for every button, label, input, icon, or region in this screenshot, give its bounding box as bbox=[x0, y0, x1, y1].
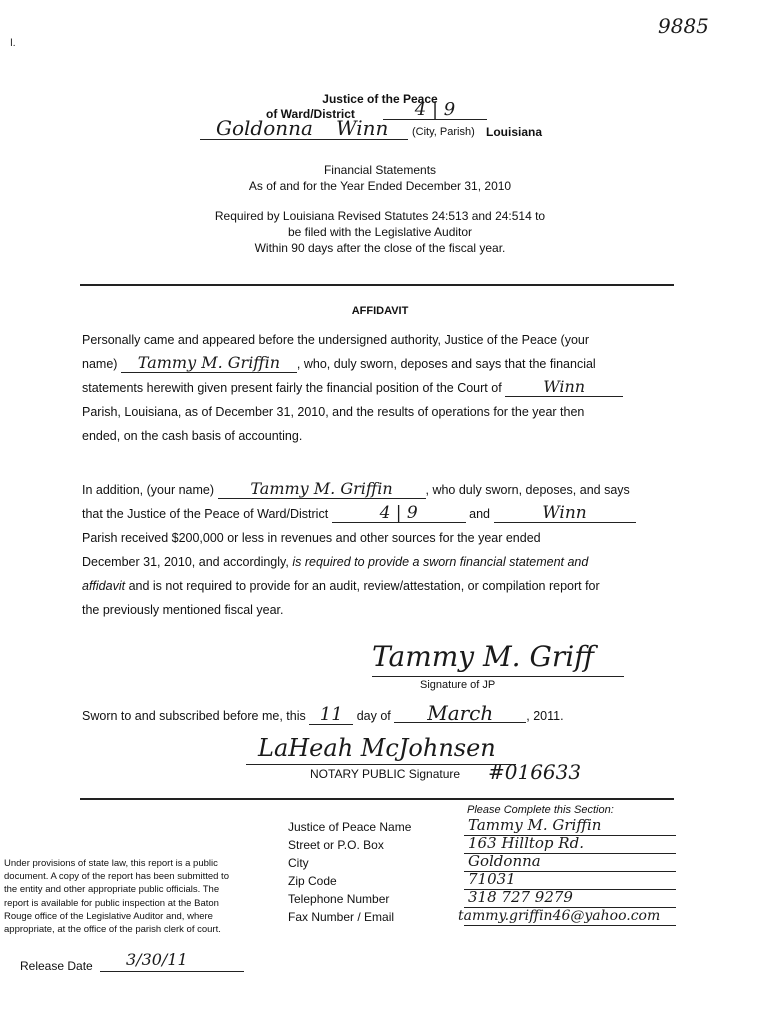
contact-value-name: Tammy M. Griffin bbox=[468, 816, 602, 834]
p1-line-d: Parish, Louisiana, as of December 31, 2010, and the results of operations for the year then bbox=[82, 405, 585, 419]
file-number: 9885 bbox=[658, 14, 709, 38]
sworn-line: Sworn to and subscribed before me, this 11 day of March , 2011. bbox=[82, 701, 564, 725]
p2-line-d: December 31, 2010, and accordingly, is required to provide a sworn financial statement and bbox=[82, 555, 589, 569]
public-notice: Under provisions of state law, this report is a public document. A copy of the report has been submitted to the entity and other appropriate public officials. The report is available for public inspection at the Baton Rouge office of the Legislative Auditor and, where appropriate, at the office of the parish clerk of court. bbox=[4, 858, 229, 936]
contact-row-city: City Goldonna bbox=[288, 854, 770, 870]
contact-value-city: Goldonna bbox=[468, 852, 541, 870]
parish-2-handwritten: Winn bbox=[494, 504, 636, 523]
contact-row-email: Fax Number / Email tammy.griffin46@yahoo.com bbox=[288, 908, 770, 924]
required-line-3: Within 90 days after the close of the fiscal year. bbox=[254, 241, 506, 255]
required-line-1: Required by Louisiana Revised Statutes 24:513 and 24:514 to bbox=[214, 209, 546, 223]
state-label: Louisiana bbox=[486, 125, 543, 139]
p1-line-e: ended, on the cash basis of accounting. bbox=[82, 429, 303, 443]
release-date-label: Release Date bbox=[20, 959, 93, 973]
year-line: As of and for the Year Ended December 31, 2010 bbox=[248, 179, 512, 193]
jp-signature: Tammy M. Griff bbox=[372, 640, 595, 673]
affidavit-heading: AFFIDAVIT bbox=[351, 305, 409, 317]
court-handwritten: Winn bbox=[505, 378, 623, 397]
contact-row-street: Street or P.O. Box 163 Hilltop Rd. bbox=[288, 836, 770, 852]
contact-value-street: 163 Hilltop Rd. bbox=[468, 834, 584, 852]
contact-value-phone: 318 727 9279 bbox=[468, 888, 573, 906]
p2-line-c: Parish received $200,000 or less in revenues and other sources for the year ended bbox=[82, 531, 541, 545]
affidavit-paragraph-2 bbox=[82, 478, 676, 622]
corner-mark: ⅼ. bbox=[10, 38, 16, 49]
p1-line-c: statements herewith given present fairly the financial position of the Court of Winn bbox=[82, 376, 676, 400]
contact-value-zip: 71031 bbox=[468, 870, 516, 888]
p2-line-b: that the Justice of the Peace of Ward/District 4 | 9 and Winn bbox=[82, 502, 676, 526]
city-value: Goldonna bbox=[216, 116, 313, 140]
release-date-value: 3/30/11 bbox=[126, 950, 188, 969]
contact-value-email: tammy.griffin46@yahoo.com bbox=[458, 908, 661, 924]
contact-prompt: Please Complete this Section: bbox=[467, 804, 614, 816]
p2-line-a: In addition, (your name) Tammy M. Griffin , who duly sworn, deposes, and says bbox=[82, 479, 630, 498]
required-line-2: be filed with the Legislative Auditor bbox=[287, 225, 473, 239]
day-handwritten: 11 bbox=[309, 706, 353, 725]
jp-name-2-handwritten: Tammy M. Griffin bbox=[218, 480, 426, 499]
notary-label: NOTARY PUBLIC Signature bbox=[310, 767, 461, 781]
affidavit-paragraph-1 bbox=[82, 328, 676, 448]
ward-label: of Ward/District bbox=[266, 107, 355, 121]
parish-value: Winn bbox=[336, 116, 389, 140]
jp-signature-label: Signature of JP bbox=[420, 679, 496, 691]
jp-name-handwritten: Tammy M. Griffin bbox=[121, 354, 297, 373]
city-parish-line bbox=[200, 116, 560, 140]
notary-signature: LaHeah McJohnsen bbox=[258, 734, 496, 762]
p1-line-b: name) Tammy M. Griffin , who, duly sworn, deposes and says that the financial bbox=[82, 353, 596, 372]
ward-2-handwritten: 4 | 9 bbox=[332, 504, 466, 523]
month-handwritten: March bbox=[394, 704, 526, 723]
contact-row-zip: Zip Code 71031 bbox=[288, 872, 770, 888]
p2-line-f: the previously mentioned fiscal year. bbox=[82, 603, 284, 617]
p2-line-e: affidavit and is not required to provide for an audit, review/attestation, or compilation report for bbox=[82, 579, 600, 593]
contact-row-name: Justice of Peace Name Tammy M. Griffin bbox=[288, 818, 770, 834]
p1-line-a: Personally came and appeared before the undersigned authority, Justice of the Peace (your bbox=[82, 333, 590, 347]
divider-bottom bbox=[80, 798, 674, 800]
ward-value: 4 | 9 bbox=[383, 101, 487, 120]
contact-row-phone: Telephone Number 318 727 9279 bbox=[288, 890, 770, 906]
header-title: Justice of the Peace bbox=[322, 92, 438, 106]
divider-top bbox=[80, 284, 674, 286]
financial-title: Financial Statements bbox=[323, 163, 437, 177]
notary-id: #016633 bbox=[488, 760, 582, 784]
city-parish-label: (City, Parish) bbox=[412, 126, 475, 138]
